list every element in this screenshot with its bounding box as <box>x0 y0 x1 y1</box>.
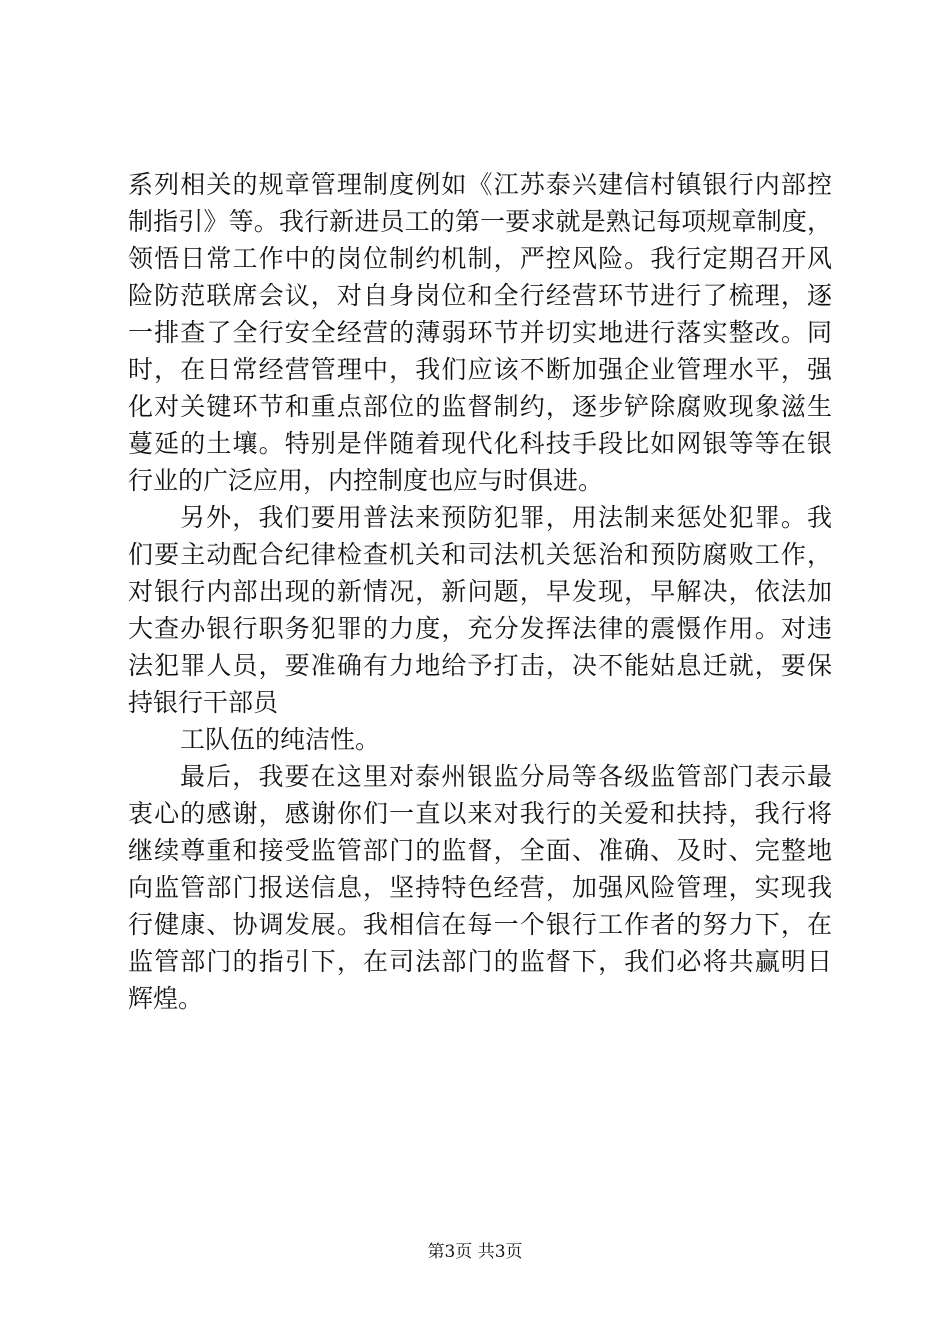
document-body <box>128 166 832 1017</box>
paragraph-line: 工队伍的纯洁性。 <box>180 725 381 754</box>
paragraph-line: 衷心的感谢，感谢你们一直以来对我行的关爱和扶持，我行将 <box>128 799 832 828</box>
paragraph-line: 法犯罪人员，要准确有力地给予打击，决不能姑息迁就，要保 <box>128 651 832 680</box>
paragraph-line: 蔓延的土壤。特别是伴随着现代化科技手段比如网银等等在银 <box>128 429 832 458</box>
paragraph-line: 另外，我们要用普法来预防犯罪，用法制来惩处犯罪。我 <box>180 503 832 532</box>
paragraph-line: 时，在日常经营管理中，我们应该不断加强企业管理水平，强 <box>128 355 832 384</box>
paragraph-line: 险防范联席会议，对自身岗位和全行经营环节进行了梳理，逐 <box>128 281 832 310</box>
paragraph-line: 们要主动配合纪律检查机关和司法机关惩治和预防腐败工作， <box>128 540 832 569</box>
paragraph-line: 对银行内部出现的新情况，新问题，早发现，早解决，依法加 <box>128 577 832 606</box>
paragraph-line: 领悟日常工作中的岗位制约机制，严控风险。我行定期召开风 <box>128 244 832 273</box>
paragraph-line: 持银行干部员 <box>128 688 279 717</box>
paragraph-line: 化对关键环节和重点部位的监督制约，逐步铲除腐败现象滋生 <box>128 392 832 421</box>
paragraph-line: 制指引》等。我行新进员工的第一要求就是熟记每项规章制度， <box>128 207 832 236</box>
page-number-footer: 第3页 共3页 <box>427 1242 523 1262</box>
paragraph-line: 行业的广泛应用，内控制度也应与时俱进。 <box>128 466 604 495</box>
paragraph-line: 最后，我要在这里对泰州银监分局等各级监管部门表示最 <box>180 762 832 791</box>
paragraph-line: 辉煌。 <box>128 984 204 1013</box>
paragraph-line: 一排查了全行安全经营的薄弱环节并切实地进行落实整改。同 <box>128 318 832 347</box>
paragraph-line: 监管部门的指引下，在司法部门的监督下，我们必将共赢明日 <box>128 947 832 976</box>
paragraph-line: 继续尊重和接受监管部门的监督，全面、准确、及时、完整地 <box>128 836 832 865</box>
paragraph-line: 大查办银行职务犯罪的力度，充分发挥法律的震慑作用。对违 <box>128 614 832 643</box>
paragraph-line: 向监管部门报送信息，坚持特色经营，加强风险管理，实现我 <box>128 873 832 902</box>
paragraph-line: 系列相关的规章管理制度例如《江苏泰兴建信村镇银行内部控 <box>128 170 832 199</box>
paragraph-line: 行健康、协调发展。我相信在每一个银行工作者的努力下，在 <box>128 910 832 939</box>
